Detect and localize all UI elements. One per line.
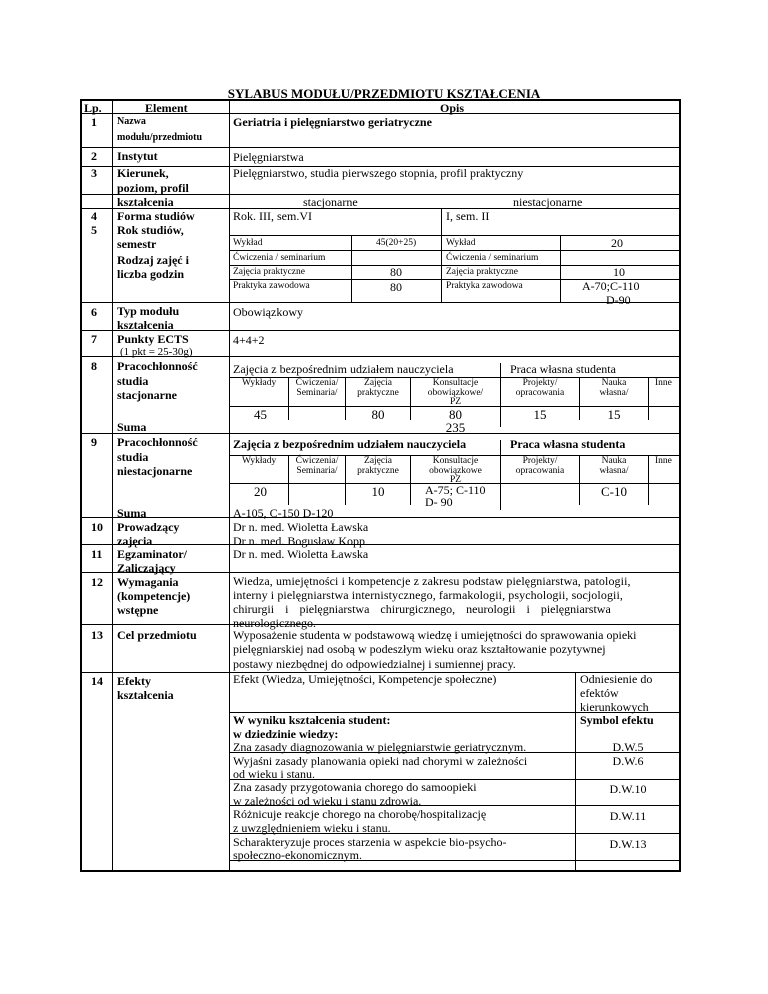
row-number: 3 — [91, 166, 97, 180]
requirements-text: Wiedza, umiejętności i kompetencje z zakresu podstaw pielęgniarstwa, patologii, — [233, 574, 631, 588]
niestac-kons-value: D- 90 — [425, 495, 453, 509]
row-label: Instytut — [117, 149, 158, 163]
niestac-pz-hours: D-90 — [606, 293, 631, 307]
hours-label: Ćwiczenia / seminarium — [233, 253, 326, 263]
col-header: obowiązkowe — [429, 466, 482, 476]
hours-label: Zajęcia praktyczne — [233, 267, 305, 277]
header-lp: Lp. — [84, 101, 102, 115]
symbol-header: Symbol efektu — [580, 713, 654, 727]
row-label: Punkty ECTS — [117, 332, 189, 346]
col-header: własna/ — [599, 388, 629, 398]
row-label: kształcenia — [117, 195, 174, 209]
col-header: opracowania — [515, 466, 565, 476]
examiner: Dr n. med. Wioletta Ławska — [233, 547, 369, 561]
zajecia-header: Zajęcia z bezpośrednim udziałem nauczyciela — [233, 437, 467, 451]
col-divider-hours — [351, 235, 352, 302]
efekt-item: Zna zasady diagnozowania w pielęgniarstwie geriatrycznym. — [233, 740, 527, 754]
col-header: Konsultacje — [432, 456, 479, 466]
stac-zp-hours: 80 — [390, 265, 402, 279]
row-divider — [81, 147, 680, 148]
niestac-year: I, sem. II — [446, 209, 490, 223]
requirements-text: interny i pielęgniarstwa internistycznego, farmakologii, psychologii, socjologii, — [233, 588, 624, 602]
stac-total: 235 — [445, 420, 466, 435]
header-element: Element — [145, 101, 188, 115]
col-header: Zajęcia — [364, 456, 392, 466]
col-divider-forma — [441, 208, 442, 302]
efekt-symbol: D.W.10 — [609, 782, 647, 796]
stac-zp-value: 80 — [371, 407, 385, 422]
row-label: niestacjonarne — [117, 464, 193, 478]
col-divider-hours — [560, 235, 561, 302]
row-value: Pielęgniarstwa — [233, 150, 304, 164]
row-label: Cel przedmiotu — [117, 628, 197, 642]
row-label: modułu/przedmiotu — [117, 132, 203, 143]
col-header: Wykłady — [242, 456, 277, 466]
col-header: Inne — [655, 456, 672, 466]
row-label: kształcenia — [117, 318, 174, 332]
row-label: (kompetencje) — [117, 589, 191, 603]
niestac-pz-hours: A-70;C-110 — [582, 279, 640, 293]
row-label: Rok studiów, — [117, 223, 184, 237]
efekt-header: Efekt (Wiedza, Umiejętności, Kompetencje społeczne) — [233, 672, 497, 686]
row-number: 5 — [91, 223, 97, 237]
row-label: stacjonarne — [117, 388, 177, 402]
col-header: praktyczne — [357, 388, 399, 398]
efekt-symbol: D.W.6 — [612, 754, 644, 768]
niestac-wyklad-hours: 20 — [611, 236, 623, 250]
stac-year: Rok. III, sem.VI — [233, 209, 312, 223]
row-divider — [81, 433, 680, 434]
row-divider — [81, 302, 680, 303]
lecturer: Dr n. med. Bogusław Kopp — [233, 534, 365, 548]
col-divider-lp — [112, 100, 113, 871]
niestac-kons-value: A-75; C-110 — [425, 483, 486, 497]
efekt-item: Zna zasady przygotowania chorego do samoopieki — [233, 780, 477, 794]
goal-text: Wyposażenie studenta w podstawową wiedzę i umiejętności do sprawowania opieki — [233, 628, 637, 642]
row-label: Zaliczający — [117, 561, 176, 575]
row-number: 12 — [91, 575, 103, 589]
efekt-intro: W wyniku kształcenia student: — [233, 713, 391, 727]
col-header: Projekty/ — [522, 378, 558, 388]
row-label: poziom, profil — [117, 181, 189, 195]
row-divider — [230, 250, 680, 251]
odniesienie-header: Odniesienie do — [580, 672, 653, 686]
row-label: Wymagania — [117, 575, 179, 589]
col-header: Ćwiczenia/ — [295, 378, 339, 388]
niestac-zp-value: 10 — [371, 484, 385, 499]
efekt-item: Wyjaśni zasady planowania opieki nad chorymi w zależności — [233, 754, 528, 768]
hours-label: Wykład — [446, 238, 476, 248]
row-label: Suma — [117, 506, 147, 520]
row-label: Typ modułu — [117, 304, 180, 318]
row-number: 8 — [91, 359, 97, 373]
efekt-item: społeczno-ekonomicznym. — [233, 848, 362, 862]
row-label: Rodzaj zajęć i — [117, 253, 189, 267]
efekt-symbol: D.W.11 — [609, 809, 647, 823]
hours-label: Wykład — [233, 238, 263, 248]
col-header: Seminaria/ — [296, 466, 338, 476]
ects-value: 4+4+2 — [233, 333, 265, 347]
header-opis: Opis — [440, 101, 465, 115]
requirements-text: chirurgii i pielęgniarstwa chirurgicznego, neurologii i pielęgniarstwa — [233, 602, 611, 616]
requirements-text: neurologicznego. — [233, 616, 316, 630]
col-header: Wykłady — [242, 378, 277, 388]
row-number: 7 — [91, 332, 97, 346]
row-label: kształcenia — [117, 688, 174, 702]
zajecia-header: Zajęcia z bezpośrednim udziałem nauczyciela — [233, 362, 454, 376]
col-header: Seminaria/ — [296, 388, 338, 398]
col-header: Zajęcia — [364, 378, 392, 388]
row-label: Forma studiów — [117, 209, 195, 223]
niestac-zp-hours: 10 — [613, 265, 625, 279]
niestacjonarne-header: niestacjonarne — [513, 195, 583, 209]
row-number: 2 — [91, 149, 97, 163]
efekt-item: Różnicuje reakcje chorego na chorobę/hospitalizację — [233, 807, 487, 821]
row-number: 4 — [91, 209, 97, 223]
efekt-item: z uwzględnieniem wieku i stanu. — [233, 821, 391, 835]
col-header: obowiązkowe/ — [427, 388, 484, 398]
praca-header: Praca własna studenta — [510, 362, 616, 376]
row-label: Prowadzący — [117, 520, 180, 534]
efekt-item: Scharakteryzuje proces starzenia w aspekcie bio-psycho- — [233, 835, 507, 849]
hours-label: Praktyka zawodowa — [233, 281, 310, 291]
subject-name: Geriatria i pielęgniarstwo geriatryczne — [233, 115, 432, 129]
row-label: semestr — [117, 237, 157, 251]
module-type: Obowiązkowy — [233, 305, 303, 319]
document-title: SYLABUS MODUŁU/PRZEDMIOTU KSZTAŁCENIA — [227, 86, 541, 101]
row-label: Efekty — [117, 674, 151, 688]
row-number: 9 — [91, 435, 97, 449]
goal-text: postawy niezbędnej do odpowiedzialnej i sumiennej pracy. — [233, 657, 516, 671]
row-label: Egzaminator/ — [117, 547, 187, 561]
hours-label: Ćwiczenia / seminarium — [446, 253, 539, 263]
row-number: 10 — [91, 520, 103, 534]
stacjonarne-header: stacjonarne — [303, 195, 358, 209]
col-header: Inne — [655, 378, 672, 388]
row-label: Kierunek, — [117, 166, 169, 180]
col-divider — [648, 377, 649, 420]
row-label: Pracochłonność — [117, 359, 198, 373]
col-header: praktyczne — [357, 466, 399, 476]
hours-label: Praktyka zawodowa — [446, 281, 523, 291]
lecturer: Dr n. med. Wioletta Ławska — [233, 520, 369, 534]
col-divider — [648, 455, 649, 505]
col-header: opracowania — [515, 388, 565, 398]
col-header: Projekty/ — [522, 456, 558, 466]
niestac-total: A-105, C-150 D-120 — [233, 506, 334, 520]
col-divider-element — [229, 100, 230, 871]
efekt-intro: w dziedzinie wiedzy: — [233, 727, 339, 741]
efekt-symbol: D.W.13 — [609, 837, 647, 851]
niestac-nauka-value: C-10 — [601, 484, 627, 499]
row-label: zajęcia — [117, 534, 153, 548]
efekt-item: w zależności od wieku i stanu zdrowia. — [233, 794, 422, 808]
row-label: liczba godzin — [117, 267, 185, 281]
praca-header: Praca własna studenta — [510, 437, 626, 451]
row-number: 11 — [91, 547, 103, 561]
stac-wyklad-hours: 45(20+25) — [376, 238, 417, 248]
row-label: studia — [117, 450, 149, 464]
efekt-symbol: D.W.5 — [612, 740, 644, 754]
col-header: Nauka — [601, 378, 627, 388]
row-divider — [81, 624, 680, 625]
col-header: PZ — [449, 475, 462, 485]
row-label: studia — [117, 374, 149, 388]
col-header: Ćwiczenia/ — [295, 456, 339, 466]
stac-nauka-value: 15 — [607, 407, 621, 422]
col-header: Nauka — [601, 456, 627, 466]
efekt-item: od wieku i stanu. — [233, 767, 315, 781]
row-divider — [81, 544, 680, 545]
row-label: Pracochłonność — [117, 435, 198, 449]
col-header: Konsultacje — [432, 378, 479, 388]
odniesienie-header: efektów — [580, 686, 619, 700]
row-number: 14 — [91, 674, 103, 688]
row-number: 1 — [91, 115, 97, 129]
row-divider — [81, 517, 680, 518]
row-number: 6 — [91, 305, 97, 319]
row-number: 13 — [91, 628, 103, 642]
goal-text: pielęgniarskiej nad osobą w podeszłym wieku oraz kształtowanie pozytywnej — [233, 642, 606, 656]
stac-wyklady-value: 45 — [254, 407, 267, 422]
niestac-wyklady-value: 20 — [254, 484, 267, 499]
row-label: (1 pkt = 25-30g) — [120, 346, 193, 358]
row-label: wstępne — [117, 603, 159, 617]
stac-proj-value: 15 — [533, 407, 547, 422]
hours-label: Zajęcia praktyczne — [446, 267, 518, 277]
col-header: własna/ — [599, 466, 629, 476]
stac-pz-hours: 80 — [390, 280, 402, 294]
stac-kons-value: 80 — [449, 407, 462, 422]
row-label: Suma — [117, 420, 147, 434]
row-label: Nazwa — [117, 116, 146, 127]
col-header: PZ — [449, 397, 462, 407]
odniesienie-header: kierunkowych — [580, 700, 649, 714]
row-value: Pielęgniarstwo, studia pierwszego stopnia, profil praktyczny — [233, 166, 524, 180]
